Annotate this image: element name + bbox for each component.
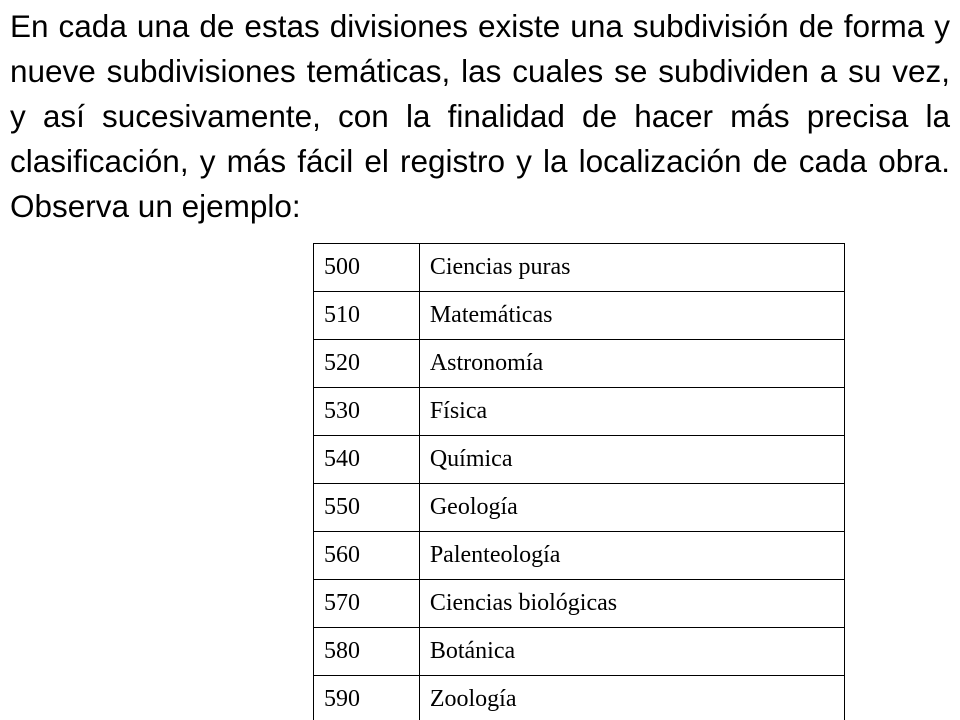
subject-cell: Astronomía <box>419 340 844 388</box>
subject-cell: Química <box>419 436 844 484</box>
classification-table <box>313 243 845 720</box>
table-row <box>314 484 845 532</box>
classification-table-container <box>313 243 845 720</box>
subject-cell: Ciencias puras <box>419 244 844 292</box>
subject-cell: Palenteología <box>419 532 844 580</box>
table-row <box>314 388 845 436</box>
code-cell: 590 <box>314 676 420 720</box>
table-row <box>314 244 845 292</box>
table-row <box>314 628 845 676</box>
table-row <box>314 532 845 580</box>
table-row <box>314 436 845 484</box>
table-row <box>314 580 845 628</box>
code-cell: 580 <box>314 628 420 676</box>
subject-cell: Zoología <box>419 676 844 720</box>
code-cell: 530 <box>314 388 420 436</box>
code-cell: 510 <box>314 292 420 340</box>
table-row <box>314 340 845 388</box>
subject-cell: Botánica <box>419 628 844 676</box>
subject-cell: Física <box>419 388 844 436</box>
subject-cell: Matemáticas <box>419 292 844 340</box>
code-cell: 550 <box>314 484 420 532</box>
code-cell: 520 <box>314 340 420 388</box>
code-cell: 560 <box>314 532 420 580</box>
code-cell: 570 <box>314 580 420 628</box>
subject-cell: Geología <box>419 484 844 532</box>
subject-cell: Ciencias biológicas <box>419 580 844 628</box>
code-cell: 540 <box>314 436 420 484</box>
table-row <box>314 676 845 720</box>
intro-paragraph: En cada una de estas divisiones existe una subdivisión de forma y nueve subdivisiones temáticas, las cuales se subdividen a su vez, y así sucesivamente, con la finalidad de hacer más precisa la clasificación, y más fácil el registro y la localización de cada obra. Observa un ejemplo: <box>10 8 950 224</box>
table-row <box>314 292 845 340</box>
code-cell: 500 <box>314 244 420 292</box>
